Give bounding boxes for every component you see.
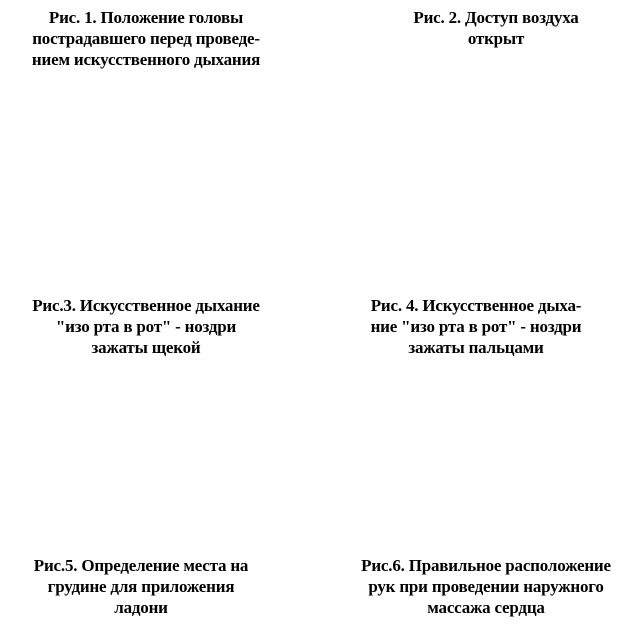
figure-6-caption <box>340 555 632 618</box>
figure-2-caption-line-1: Рис. 2. Доступ воздуха <box>413 8 579 27</box>
figure-2-caption <box>352 7 637 49</box>
figure-3-caption-line-2: "изо рта в рот" - ноздри <box>55 317 237 336</box>
figure-5-caption-line-3: ладони <box>114 598 168 617</box>
figure-6-caption-line-3: массажа сердца <box>427 598 545 617</box>
figure-3-caption-line-3: зажаты щекой <box>91 338 201 357</box>
figure-1-caption-line-2: пострадавшего перед проведе- <box>32 29 260 48</box>
figure-3-caption-line-1: Рис.3. Искусственное дыхание <box>32 296 260 315</box>
figure-4-caption-line-3: зажаты пальцами <box>408 338 544 357</box>
figure-5-caption-line-1: Рис.5. Определение места на <box>33 556 249 575</box>
figure-2-image-area <box>352 74 622 284</box>
figure-1-caption-line-3: нием искусственного дыхания <box>31 50 261 69</box>
figure-4-image-area <box>352 362 612 547</box>
figure-1-caption-line-1: Рис. 1. Положение головы <box>48 8 244 27</box>
figure-6-caption-line-2: рук при проведении наружного <box>368 577 604 596</box>
figure-6-caption-line-1: Рис.6. Правильное расположение <box>361 556 611 575</box>
figure-1-caption <box>12 7 280 70</box>
figure-5-caption-line-2: грудине для приложения <box>47 577 235 596</box>
figure-3-caption <box>10 295 282 358</box>
figure-4-caption-line-1: Рис. 4. Искусственное дыха- <box>370 296 582 315</box>
figure-5-caption <box>6 555 276 618</box>
figure-1-image-area <box>12 74 280 284</box>
figure-2-caption-line-2: открыт <box>467 29 525 48</box>
figure-4-caption <box>340 295 612 358</box>
figure-4-caption-line-2: ние "изо рта в рот" - ноздри <box>370 317 582 336</box>
figure-3-image-area <box>12 362 280 547</box>
